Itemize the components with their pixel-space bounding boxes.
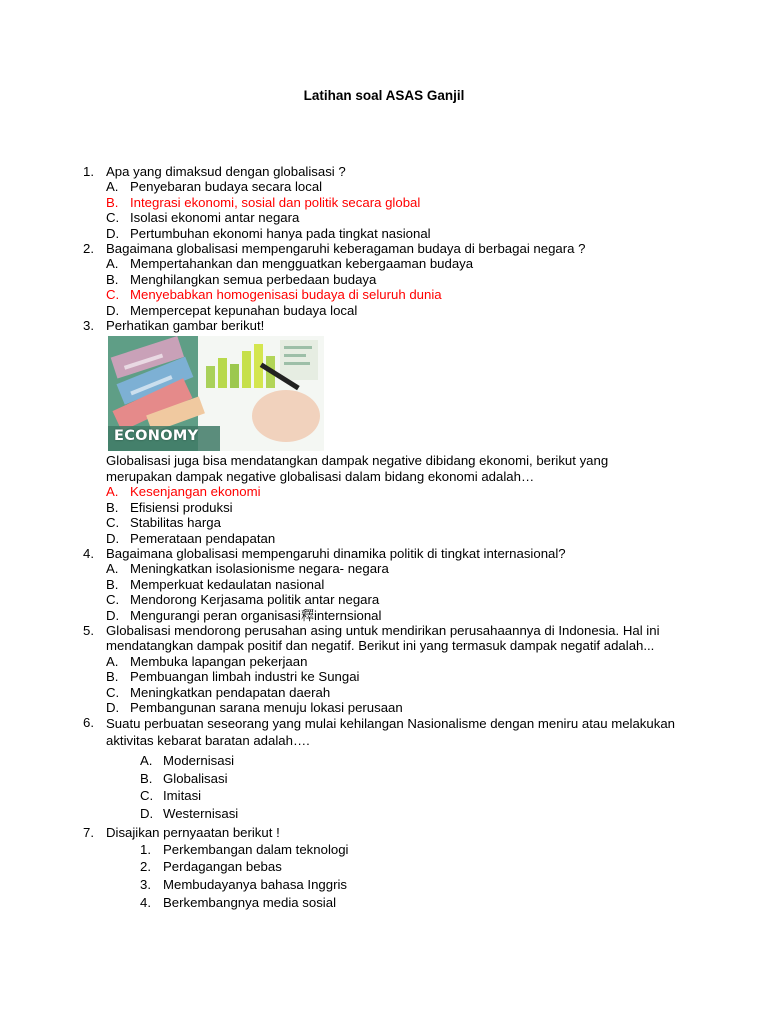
option-text: Efisiensi produksi xyxy=(130,499,233,515)
question-3 xyxy=(83,318,675,546)
option-d xyxy=(83,805,675,823)
statement-3 xyxy=(83,876,675,894)
question-text: Bagaimana globalisasi mempengaruhi dinamika politik di tingkat internasional? xyxy=(106,545,566,561)
option-label: C. xyxy=(106,684,120,700)
option-text: Meningkatkan isolasionisme negara- negara xyxy=(130,561,389,577)
option-a xyxy=(106,179,675,194)
question-number: 7. xyxy=(83,825,94,841)
option-label: C. xyxy=(106,592,120,608)
option-text: Pertumbuhan ekonomi hanya pada tingkat nasional xyxy=(130,225,431,241)
option-text: Mendorong Kerjasama politik antar negara xyxy=(130,592,380,608)
question-6 xyxy=(83,715,675,749)
option-text: Mengurangi peran organisasi釋internsional xyxy=(130,607,382,623)
option-d xyxy=(106,226,675,241)
option-text: Integrasi ekonomi, sosial dan politik secara global xyxy=(130,194,421,210)
statement-text: Berkembangnya media sosial xyxy=(163,894,336,910)
option-text: Kesenjangan ekonomi xyxy=(130,484,261,500)
option-text: Stabilitas harga xyxy=(130,515,221,531)
document-title: Latihan soal ASAS Ganjil xyxy=(303,88,465,103)
option-text: Pembuangan limbah industri ke Sungai xyxy=(130,669,360,685)
option-text: Penyebaran budaya secara local xyxy=(130,179,323,195)
option-b xyxy=(106,195,675,210)
question-number: 6. xyxy=(83,715,94,731)
option-label: C. xyxy=(140,788,154,804)
option-a xyxy=(83,752,675,770)
question-number: 1. xyxy=(83,164,94,179)
option-label: D. xyxy=(140,805,154,821)
option-c xyxy=(106,592,675,607)
option-c xyxy=(83,787,675,805)
option-d xyxy=(106,700,675,715)
option-label: B. xyxy=(106,669,119,685)
question-text: Suatu perbuatan seseorang yang mulai kehilangan Nasionalisme dengan meniru atau melakukan aktivitas kebarat baratan adalah…. xyxy=(106,716,675,749)
option-d xyxy=(106,531,675,546)
option-label: D. xyxy=(106,530,120,546)
option-text: Mempertahankan dan mengguatkan kebergaaman budaya xyxy=(130,256,474,272)
option-text: Modernisasi xyxy=(163,753,235,769)
option-text: Membuka lapangan pekerjaan xyxy=(130,653,308,669)
statement-1 xyxy=(83,841,675,859)
question-text: Disajikan pernyaatan berikut ! xyxy=(106,825,280,841)
statement-label: 4. xyxy=(140,894,151,910)
option-label: A. xyxy=(106,653,119,669)
option-d xyxy=(106,608,675,623)
option-text: Imitasi xyxy=(163,788,202,804)
question-7 xyxy=(83,825,675,840)
statement-label: 2. xyxy=(140,859,151,875)
question-text: Globalisasi mendorong perusahan asing untuk mendirikan perusahaannya di Indonesia. Hal ini mendatangkan dampak positif dan negatif. Berikut ini yang termasuk dampak negatif adalah... xyxy=(106,622,660,654)
economy-image xyxy=(108,336,324,451)
statement-4 xyxy=(83,894,675,912)
option-a xyxy=(106,484,675,499)
option-text: Globalisasi xyxy=(163,770,228,786)
question-text: Apa yang dimaksud dengan globalisasi ? xyxy=(106,164,346,179)
statement-text: Perkembangan dalam teknologi xyxy=(163,841,349,857)
option-text: Pembangunan sarana menuju lokasi perusaan xyxy=(130,699,403,715)
option-text: Meningkatkan pendapatan daerah xyxy=(130,684,331,700)
option-text: Pemerataan pendapatan xyxy=(130,530,276,546)
option-label: B. xyxy=(106,271,119,287)
option-c xyxy=(106,515,675,530)
question-list xyxy=(83,164,675,912)
option-text: Isolasi ekonomi antar negara xyxy=(130,210,300,226)
option-a xyxy=(106,256,675,271)
question-4 xyxy=(83,546,675,623)
option-b xyxy=(83,770,675,788)
option-c xyxy=(106,685,675,700)
question-5 xyxy=(83,623,675,715)
option-label: D. xyxy=(106,699,120,715)
question-2 xyxy=(83,241,675,318)
option-c xyxy=(106,287,675,302)
economy-image-label: ECONOMY xyxy=(114,428,199,445)
option-label: C. xyxy=(106,287,120,303)
option-label: A. xyxy=(106,484,119,500)
option-label: A. xyxy=(140,753,153,769)
statement-label: 3. xyxy=(140,877,151,893)
option-b xyxy=(106,272,675,287)
statement-2 xyxy=(83,858,675,876)
statement-label: 1. xyxy=(140,841,151,857)
option-text: Mempercepat kepunahan budaya local xyxy=(130,302,358,318)
statement-text: Perdagangan bebas xyxy=(163,859,282,875)
question-text: Perhatikan gambar berikut! xyxy=(106,318,265,334)
question-number: 4. xyxy=(83,545,94,561)
question-number: 3. xyxy=(83,318,94,334)
option-text: Menghilangkan semua perbedaan budaya xyxy=(130,271,377,287)
option-label: D. xyxy=(106,302,120,318)
option-a xyxy=(106,654,675,669)
option-label: A. xyxy=(106,256,119,272)
option-label: A. xyxy=(106,561,119,577)
option-d xyxy=(106,303,675,318)
option-b xyxy=(106,500,675,515)
option-label: B. xyxy=(106,194,119,210)
statement-text: Membudayanya bahasa Inggris xyxy=(163,877,348,893)
option-c xyxy=(106,210,675,225)
option-label: B. xyxy=(106,499,119,515)
option-text: Menyebabkan homogenisasi budaya di seluruh dunia xyxy=(130,287,442,303)
option-label: C. xyxy=(106,210,120,226)
question-text: Bagaimana globalisasi mempengaruhi keberagaman budaya di berbagai negara ? xyxy=(106,241,586,257)
option-label: D. xyxy=(106,225,120,241)
option-label: C. xyxy=(106,515,120,531)
option-label: B. xyxy=(140,770,153,786)
question-number: 5. xyxy=(83,622,94,638)
option-a xyxy=(106,561,675,576)
option-b xyxy=(106,577,675,592)
question-number: 2. xyxy=(83,241,94,257)
question-subtext: Globalisasi juga bisa mendatangkan dampak negative dibidang ekonomi, berikut yang merupakan dampak negative globalisasi dalam bidang ekonomi adalah… xyxy=(106,453,609,484)
option-label: B. xyxy=(106,576,119,592)
question-1 xyxy=(83,164,675,241)
option-label: D. xyxy=(106,607,120,623)
option-label: A. xyxy=(106,179,119,195)
option-text: Westernisasi xyxy=(163,805,239,821)
option-text: Memperkuat kedaulatan nasional xyxy=(130,576,325,592)
option-b xyxy=(106,669,675,684)
